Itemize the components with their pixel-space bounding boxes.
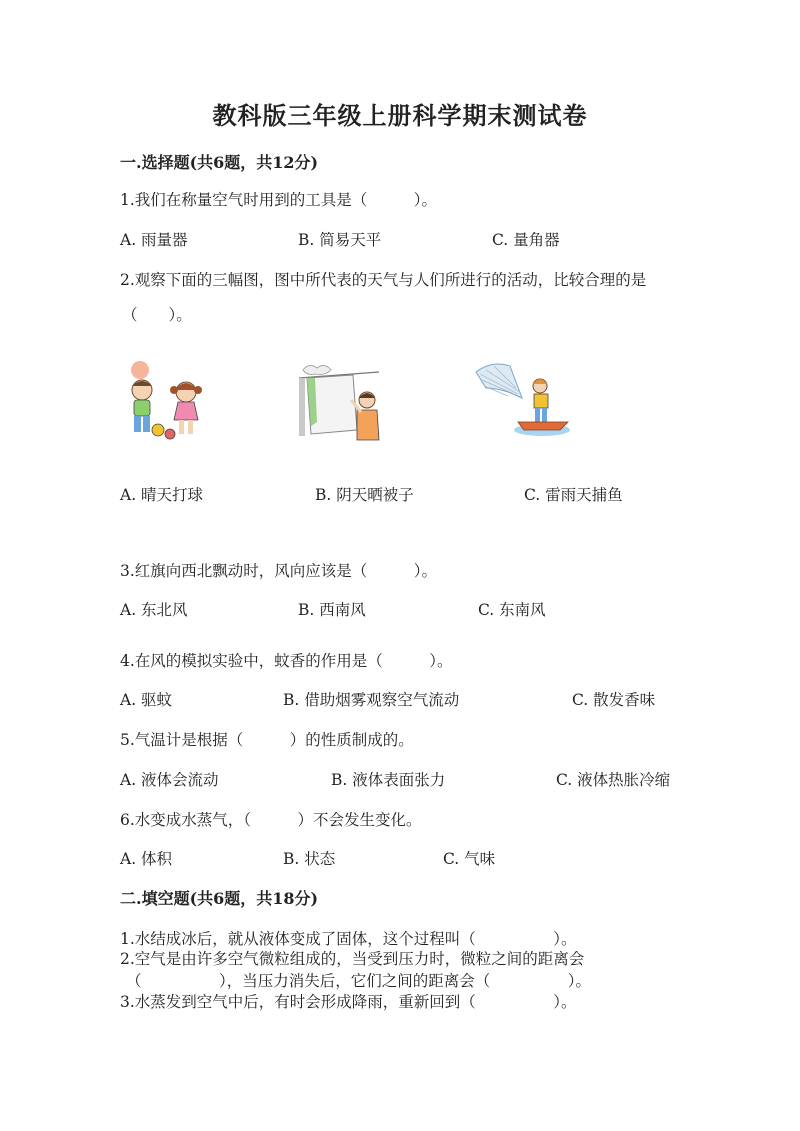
q1-option-a: A. 雨量器 (120, 231, 188, 249)
question-4: 4.在风的模拟实验中，蚊香的作用是（ ）。 (120, 652, 453, 670)
q5-option-a: A. 液体会流动 (120, 771, 219, 789)
drying-quilt-image (295, 360, 385, 444)
q6-option-b: B. 状态 (283, 850, 336, 868)
fill-question-3: 3.水蒸发到空气中后，有时会形成降雨，重新回到（ ）。 (120, 993, 577, 1011)
fill-question-2-cont: （ ），当压力消失后，它们之间的距离会（ ）。 (126, 972, 592, 990)
q1-option-c: C. 量角器 (492, 231, 560, 249)
fishing-boat-image (472, 358, 570, 438)
q6-option-a: A. 体积 (120, 850, 173, 868)
children-playing-ball-image (120, 360, 210, 442)
q6-option-c: C. 气味 (443, 850, 496, 868)
question-2-blank: （ ）。 (122, 306, 192, 324)
q4-option-b: B. 借助烟雾观察空气流动 (283, 691, 460, 709)
q4-option-a: A. 驱蚊 (120, 691, 173, 709)
fill-question-1: 1.水结成冰后，就从液体变成了固体，这个过程叫（ ）。 (120, 930, 577, 948)
question-1: 1.我们在称量空气时用到的工具是（ ）。 (120, 191, 438, 209)
page-title: 教科版三年级上册科学期末测试卷 (212, 101, 588, 130)
question-5: 5.气温计是根据（ ）的性质制成的。 (120, 731, 414, 749)
q3-option-a: A. 东北风 (120, 601, 188, 619)
question-3: 3.红旗向西北飘动时，风向应该是（ ）。 (120, 562, 438, 580)
q4-option-c: C. 散发香味 (572, 691, 656, 709)
q1-option-b: B. 简易天平 (298, 231, 382, 249)
question-2: 2.观察下面的三幅图，图中所代表的天气与人们所进行的活动，比较合理的是 (120, 271, 647, 289)
q2-option-b: B. 阴天晒被子 (315, 486, 414, 504)
fill-question-2: 2.空气是由许多空气微粒组成的，当受到压力时，微粒之间的距离会 (120, 950, 585, 968)
section-heading-fill-in: 二.填空题(共6题，共18分) (120, 889, 319, 908)
q3-option-b: B. 西南风 (298, 601, 366, 619)
section-heading-choice: 一.选择题(共6题，共12分) (120, 153, 319, 172)
q3-option-c: C. 东南风 (478, 601, 546, 619)
q5-option-c: C. 液体热胀冷缩 (556, 771, 671, 789)
q2-option-a: A. 晴天打球 (120, 486, 204, 504)
q2-option-c: C. 雷雨天捕鱼 (524, 486, 623, 504)
q5-option-b: B. 液体表面张力 (331, 771, 446, 789)
question-6: 6.水变成水蒸气，（ ）不会发生变化。 (120, 811, 422, 829)
